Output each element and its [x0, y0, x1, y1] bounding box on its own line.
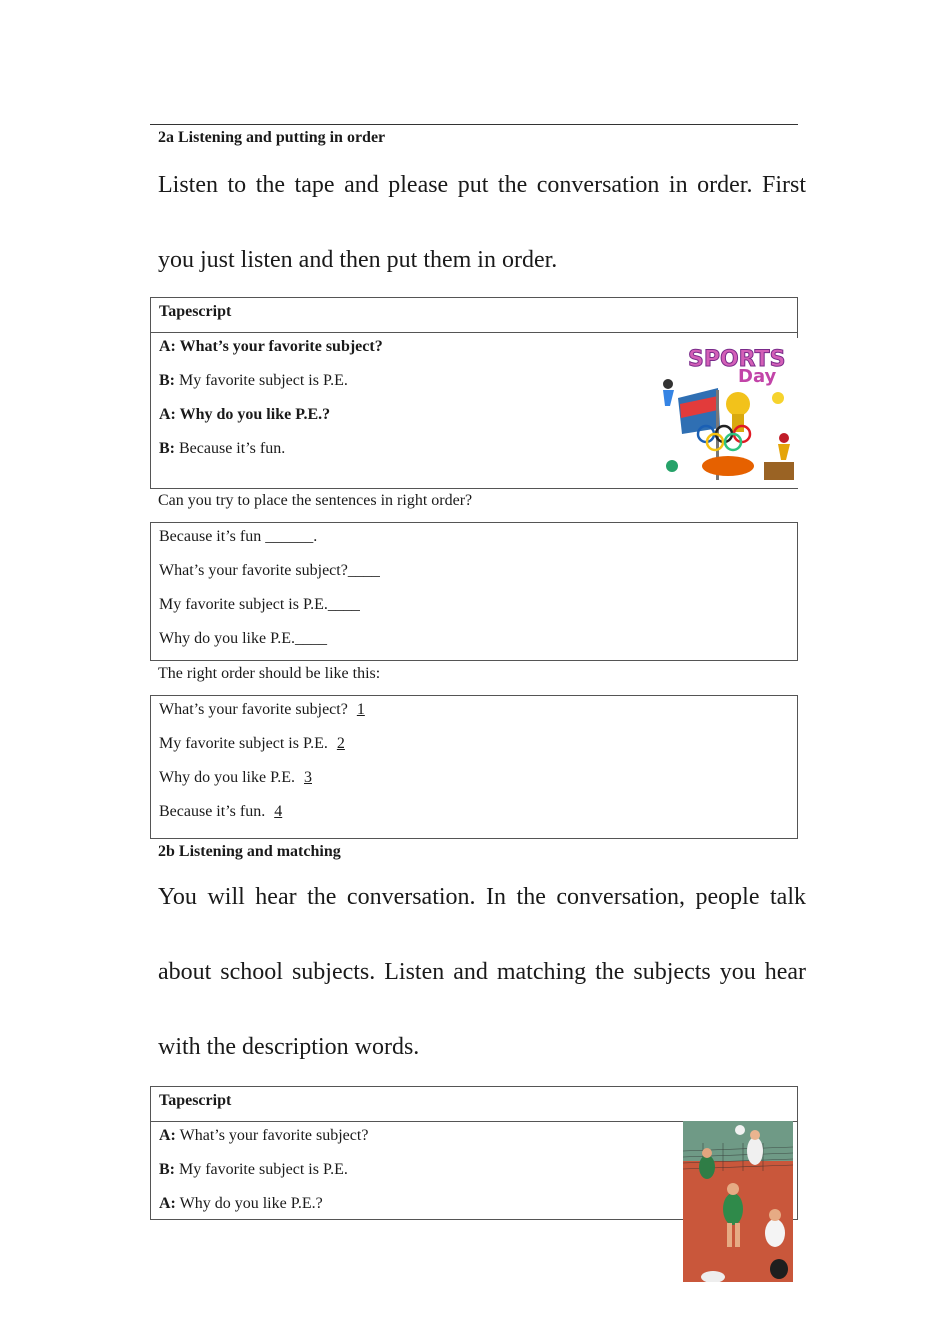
section-2a-instruction: Listen to the tape and please put the conversation in order. First you just listen and then put them in order. — [158, 172, 806, 273]
tapescript-line: B: My favorite subject is P.E. — [159, 372, 348, 389]
order-number: 3 — [304, 769, 312, 786]
order-number: 4 — [274, 803, 283, 820]
sports-day-image — [658, 338, 798, 488]
tapescript-line: A: What’s your favorite subject? — [159, 338, 383, 355]
answer-intro: The right order should be like this: — [158, 665, 381, 682]
section-2a-heading: 2a Listening and putting in order — [158, 129, 386, 146]
tapescript-line: B: My favorite subject is P.E. — [159, 1161, 348, 1178]
tapescript-title: Tapescript — [151, 298, 797, 333]
jumbled-box — [150, 522, 798, 661]
top-rule — [150, 124, 798, 125]
answer-box — [150, 695, 798, 839]
tapescript-line: A: Why do you like P.E.? — [159, 1195, 323, 1212]
jumbled-line: Why do you like P.E.____ — [159, 630, 327, 647]
jumbled-line: My favorite subject is P.E.____ — [159, 596, 360, 613]
answer-line: Because it’s fun. 4 — [159, 798, 797, 832]
jumbled-line: Because it’s fun ______. — [159, 528, 318, 545]
tapescript-line: B: Because it’s fun. — [159, 440, 286, 457]
tapescript-line: A: Why do you like P.E.? — [159, 406, 331, 423]
answer-line: My favorite subject is P.E. 2 — [159, 730, 797, 764]
answer-line: What’s your favorite subject? 1 — [159, 696, 797, 730]
sports-word: SPORTS — [688, 347, 786, 372]
order-question: Can you try to place the sentences in right order? — [158, 492, 473, 509]
jumbled-line: What’s your favorite subject?____ — [159, 562, 380, 579]
tapescript-title: Tapescript — [151, 1087, 797, 1122]
tapescript-line: A: What’s your favorite subject? — [159, 1127, 369, 1144]
section-2b-heading: 2b Listening and matching — [158, 843, 341, 860]
order-number: 2 — [336, 735, 345, 752]
day-word: Day — [738, 366, 777, 387]
answer-line: Why do you like P.E. 3 — [159, 764, 797, 798]
section-2b-instruction: You will hear the conversation. In the conversation, people talk about school subjects. Listen and matching the subjects you hear with the description words. — [158, 884, 806, 1060]
order-number: 1 — [356, 701, 365, 718]
volleyball-photo — [683, 1121, 793, 1282]
